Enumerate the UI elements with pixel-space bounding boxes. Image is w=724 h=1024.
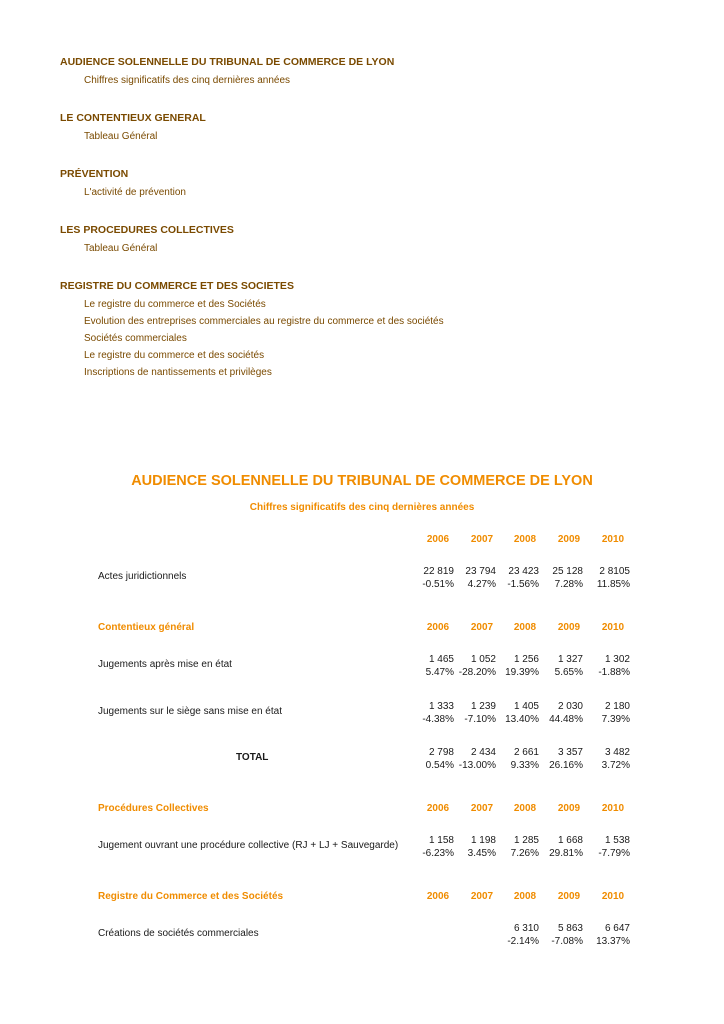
row-label: Jugement ouvrant une procédure collective (RJ + LJ + Sauvegarde) [98, 840, 399, 851]
value-cell: 2 798 0.54% [425, 747, 454, 771]
total-label: TOTAL [236, 752, 269, 763]
toc-title[interactable]: PRÉVENTION [60, 168, 129, 180]
value-cell: 3 482 3.72% [601, 747, 630, 771]
toc-link[interactable]: Tableau Général [84, 243, 158, 254]
value-cell: 5 863 -7.08% [551, 923, 583, 947]
toc-title[interactable]: LES PROCEDURES COLLECTIVES [60, 224, 234, 236]
table-of-contents [60, 55, 660, 403]
year-header: 2009 [557, 622, 581, 633]
year-header: 2006 [426, 803, 450, 814]
value-cell: 1 333 -4.38% [422, 701, 454, 725]
value-cell: 1 198 3.45% [467, 835, 496, 859]
toc-link[interactable]: Le registre du commerce et des sociétés [84, 350, 265, 361]
toc-link[interactable]: Evolution des entreprises commerciales au registre du commerce et des sociétés [84, 316, 444, 327]
year-header: 2006 [426, 891, 450, 902]
year-header: 2010 [601, 803, 625, 814]
toc-title[interactable]: REGISTRE DU COMMERCE ET DES SOCIETES [60, 280, 294, 292]
toc-section-prevention [60, 167, 660, 201]
toc-title[interactable]: LE CONTENTIEUX GENERAL [60, 112, 206, 124]
value-cell: 25 128 7.28% [552, 566, 583, 590]
year-header: 2009 [557, 534, 581, 545]
value-cell: 2 661 9.33% [510, 747, 539, 771]
year-header: 2008 [513, 534, 537, 545]
document-subtitle: Chiffres significatifs des cinq dernières années [249, 502, 475, 513]
row-label: Jugements après mise en état [98, 659, 232, 670]
toc-section-registre [60, 279, 660, 381]
toc-link[interactable]: Chiffres significatifs des cinq dernières années [84, 75, 291, 86]
value-cell: 1 327 5.65% [554, 654, 583, 678]
toc-link[interactable]: Le registre du commerce et des Sociétés [84, 299, 266, 310]
value-cell: 1 256 19.39% [505, 654, 539, 678]
section-label: Contentieux général [98, 622, 195, 633]
section-label: Procédures Collectives [98, 803, 209, 814]
year-header: 2006 [426, 622, 450, 633]
year-header: 2009 [557, 803, 581, 814]
year-header: 2009 [557, 891, 581, 902]
year-header: 2007 [470, 803, 494, 814]
toc-link[interactable]: L'activité de prévention [84, 187, 186, 198]
value-cell: 1 239 -7.10% [464, 701, 496, 725]
year-header: 2010 [601, 534, 625, 545]
row-label: Actes juridictionnels [98, 571, 187, 582]
value-cell: 6 310 -2.14% [507, 923, 539, 947]
toc-link[interactable]: Tableau Général [84, 131, 158, 142]
toc-link[interactable]: Inscriptions de nantissements et privilèges [84, 367, 272, 378]
year-header: 2010 [601, 891, 625, 902]
value-cell: 22 819 -0.51% [422, 566, 454, 590]
row-label: Jugements sur le siège sans mise en état [98, 706, 282, 717]
row-label: Créations de sociétés commerciales [98, 928, 259, 939]
toc-section-audience [60, 55, 660, 89]
value-cell: 2 8105 11.85% [596, 566, 630, 590]
toc-section-procedures [60, 223, 660, 257]
document-title: AUDIENCE SOLENNELLE DU TRIBUNAL DE COMMERCE DE LYON [131, 473, 593, 489]
value-cell: 6 647 13.37% [596, 923, 630, 947]
year-header: 2008 [513, 891, 537, 902]
value-cell: 2 434 -13.00% [458, 747, 496, 771]
year-header: 2010 [601, 622, 625, 633]
value-cell: 1 285 7.26% [510, 835, 539, 859]
year-header: 2007 [470, 622, 494, 633]
section-label: Registre du Commerce et des Sociétés [98, 891, 284, 902]
value-cell: 23 794 4.27% [465, 566, 496, 590]
value-cell: 1 465 5.47% [425, 654, 454, 678]
toc-title[interactable]: AUDIENCE SOLENNELLE DU TRIBUNAL DE COMMERCE DE LYON [60, 56, 395, 68]
year-header: 2007 [470, 534, 494, 545]
value-cell: 2 030 44.48% [549, 701, 583, 725]
value-cell: 2 180 7.39% [601, 701, 630, 725]
value-cell: 23 423 -1.56% [507, 566, 539, 590]
year-header: 2008 [513, 803, 537, 814]
year-header: 2008 [513, 622, 537, 633]
value-cell: 3 357 26.16% [549, 747, 583, 771]
value-cell: 1 158 -6.23% [422, 835, 454, 859]
value-cell: 1 302 -1.88% [598, 654, 630, 678]
value-cell: 1 668 29.81% [549, 835, 583, 859]
value-cell: 1 052 -28.20% [458, 654, 496, 678]
toc-link[interactable]: Sociétés commerciales [84, 333, 187, 344]
value-cell: 1 405 13.40% [505, 701, 539, 725]
year-header: 2006 [426, 534, 450, 545]
year-header: 2007 [470, 891, 494, 902]
toc-section-contentieux [60, 111, 660, 145]
value-cell: 1 538 -7.79% [598, 835, 630, 859]
